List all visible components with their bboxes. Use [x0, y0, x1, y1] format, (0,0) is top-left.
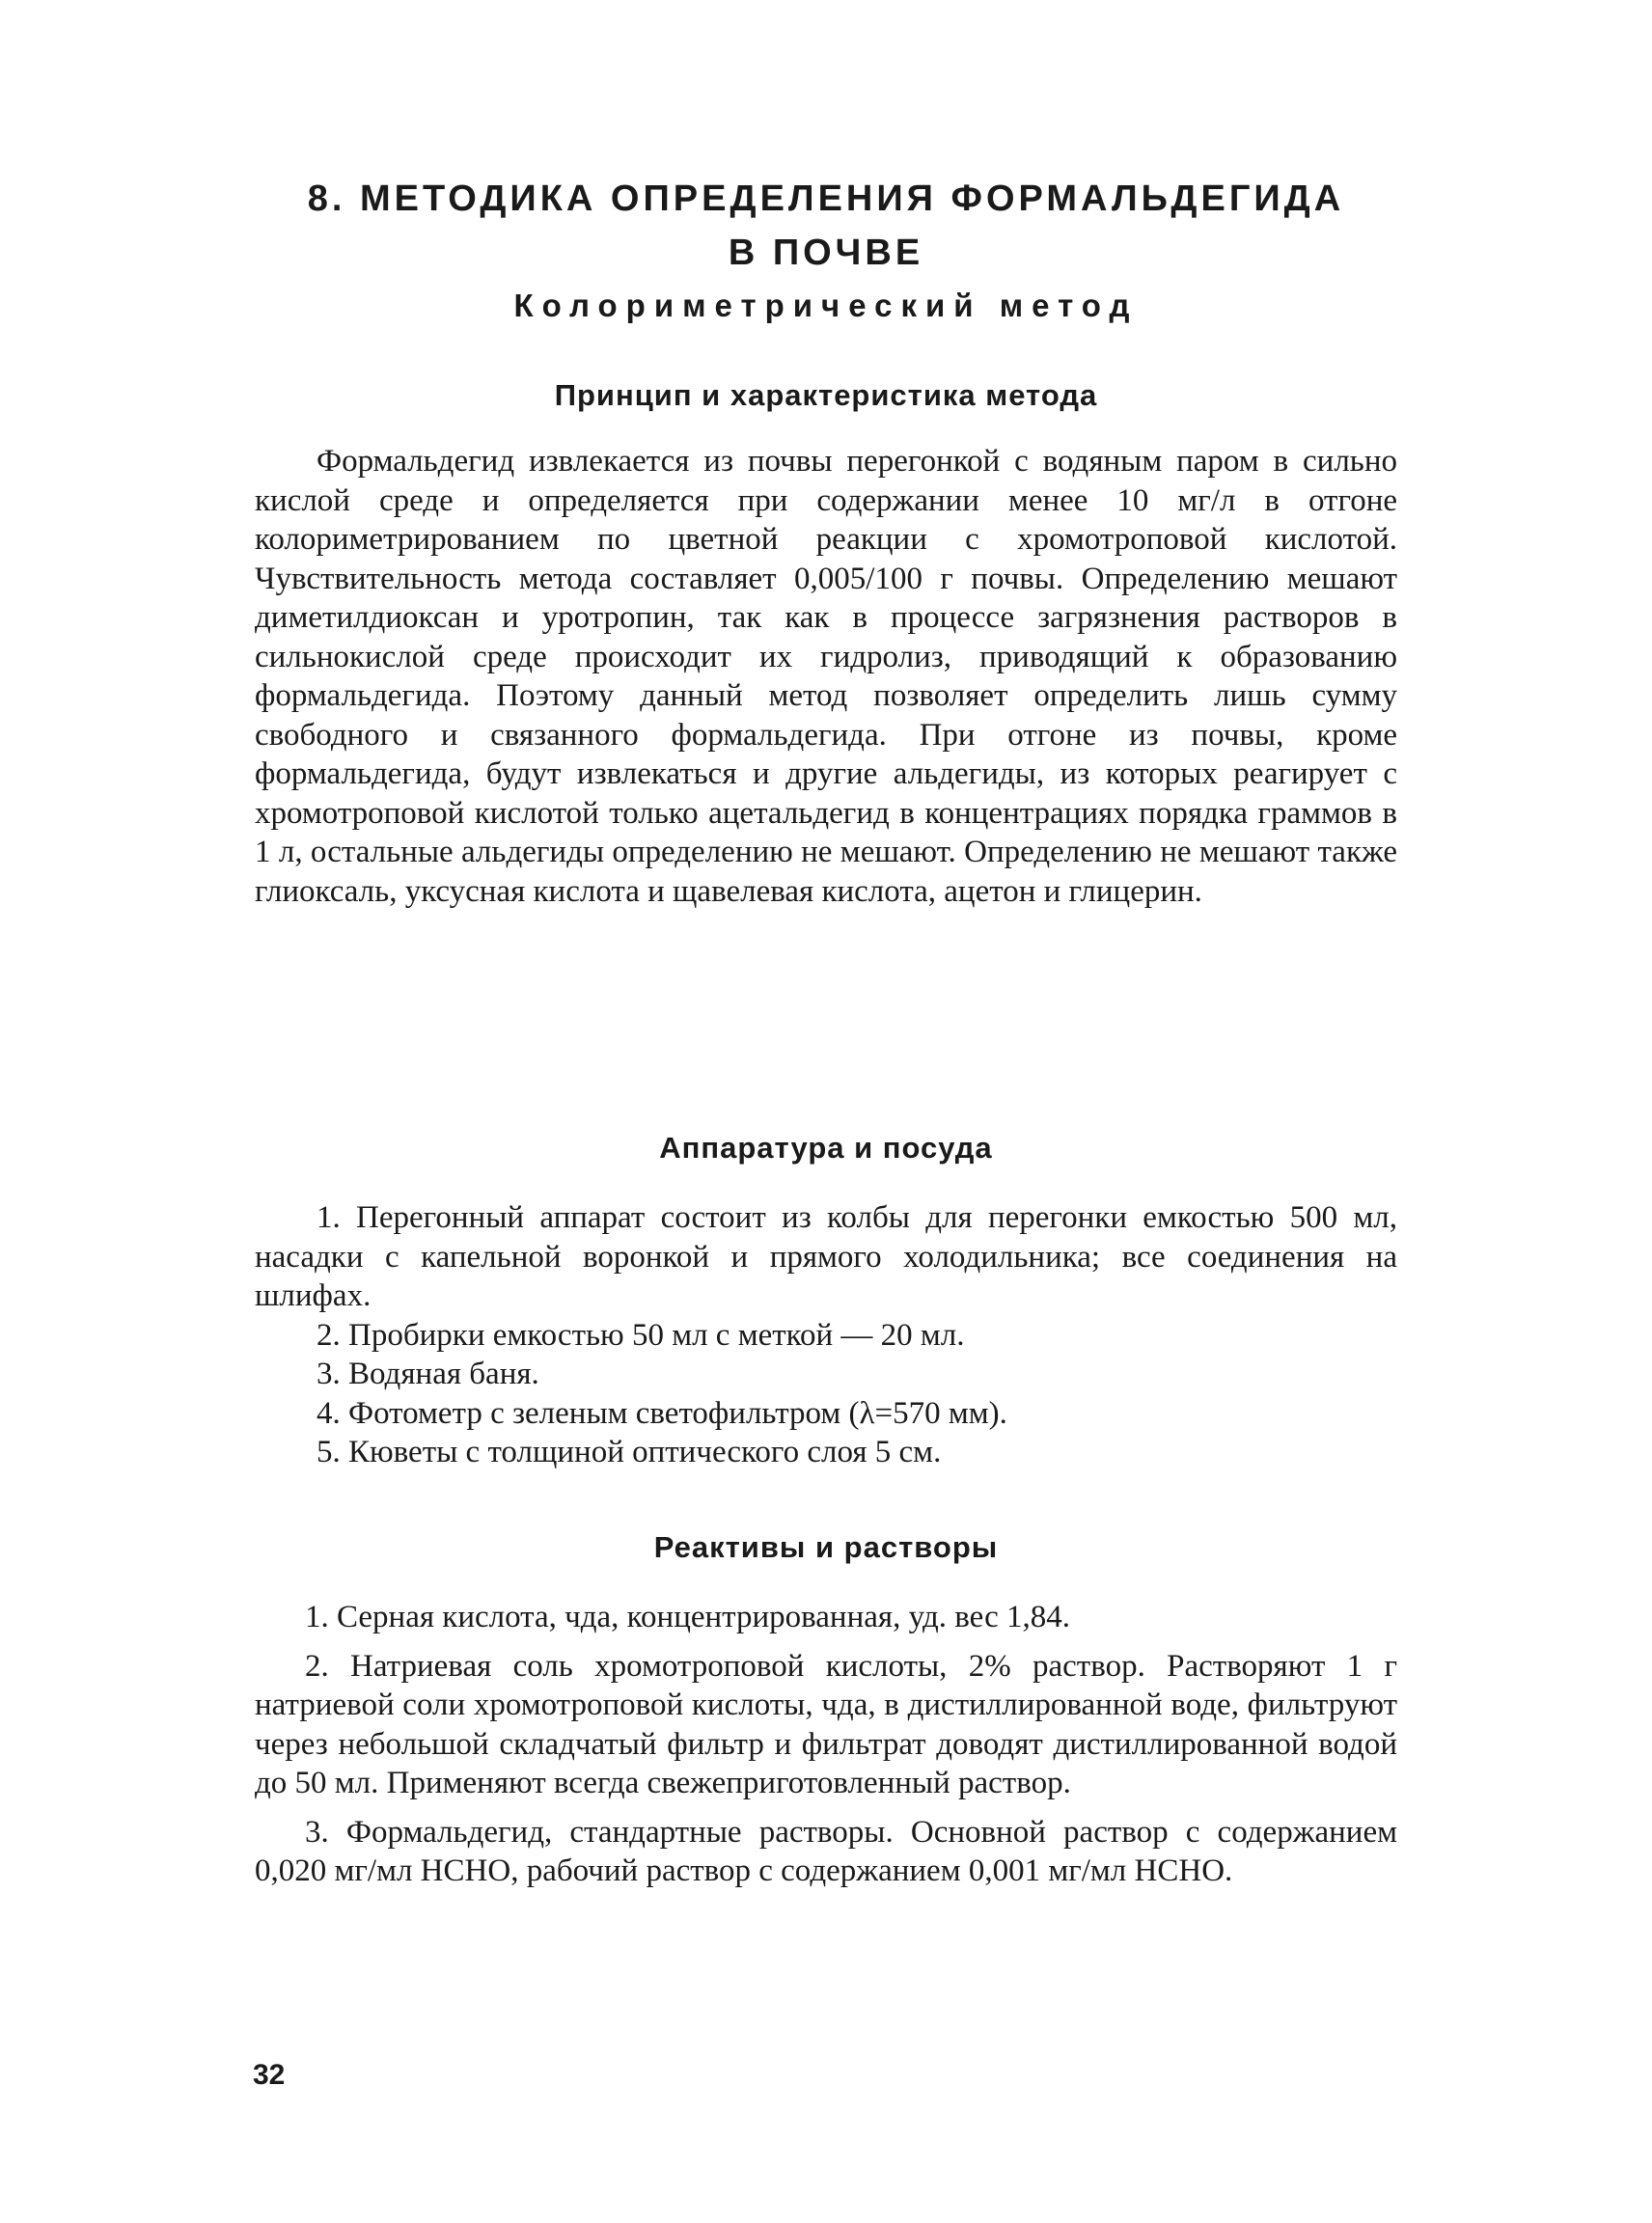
page-number: 32 [253, 2059, 286, 2091]
apparatus-item: 1. Перегонный аппарат состоит из колбы для перегонки емкостью 500 мл, насадки с капельной воронкой и прямого холодильника; все соединения на шлифах. [255, 1200, 1397, 1313]
apparatus-list [255, 1198, 1397, 1472]
reagents-heading: Реактивы и растворы [653, 1530, 999, 1564]
principle-section [255, 442, 1397, 911]
chapter-title-line-2: В ПОЧВЕ [728, 233, 924, 273]
reagent-item: 2. Натриевая соль хромотроповой кислоты, 2% раствор. Растворяют 1 г натриевой соли хромотроповой кислоты, чда, в дистиллированной воде, фильтруют через небольшой складчатый фильтр и фильтрат доводят дистиллированной водой до 50 мл. Применяют всегда свежеприготовленный раствор. [255, 1648, 1397, 1800]
apparatus-item: 2. Пробирки емкостью 50 мл с меткой — 20 мл. [317, 1317, 965, 1353]
chapter-title-line-1: 8. МЕТОДИКА ОПРЕДЕЛЕНИЯ ФОРМАЛЬДЕГИДА [307, 178, 1345, 219]
apparatus-item: 4. Фотометр с зеленым светофильтром (λ=570 мм). [317, 1395, 1007, 1431]
method-subtitle: Колориметрический метод [513, 288, 1139, 323]
reagent-item: 3. Формальдегид, стандартные растворы. Основной раствор с содержанием 0,020 мг/мл НСНО, рабочий раствор с содержанием 0,001 мг/мл НСНО. [255, 1814, 1397, 1888]
apparatus-heading: Аппаратура и посуда [659, 1131, 993, 1165]
apparatus-item: 5. Кюветы с толщиной оптического слоя 5 см. [317, 1435, 942, 1469]
reagents-list [255, 1598, 1397, 1901]
apparatus-item: 3. Водяная баня. [317, 1357, 539, 1391]
principle-paragraph: Формальдегид извлекается из почвы перегонкой с водяным паром в сильно кислой среде и определяется при содержании менее 10 мг/л в отгоне колориметрированием по цветной реакции с хромотроповой кислотой. Чувствительность метода составляет 0,005/100 г почвы. Определению мешают диметилдиоксан и уротропин, так как в процессе загрязнения растворов в сильнокислой среде происходит их гидролиз, приводящий к образованию формальдегида. Поэтому данный метод позволяет определить лишь сумму свободного и связанного формальдегида. При отгоне из почвы, кроме формальдегида, будут извлекаться и другие альдегиды, из которых реагирует с хромотроповой кислотой только ацетальдегид в концентрациях порядка граммов в 1 л, остальные альдегиды определению не мешают. Определению не мешают также глиоксаль, уксусная кислота и щавелевая кислота, ацетон и глицерин. [255, 444, 1397, 909]
reagent-item: 1. Серная кислота, чда, концентрированная, уд. вес 1,84. [305, 1600, 1071, 1634]
principle-heading: Принцип и характеристика метода [554, 378, 1098, 412]
chapter-title [255, 172, 1397, 280]
